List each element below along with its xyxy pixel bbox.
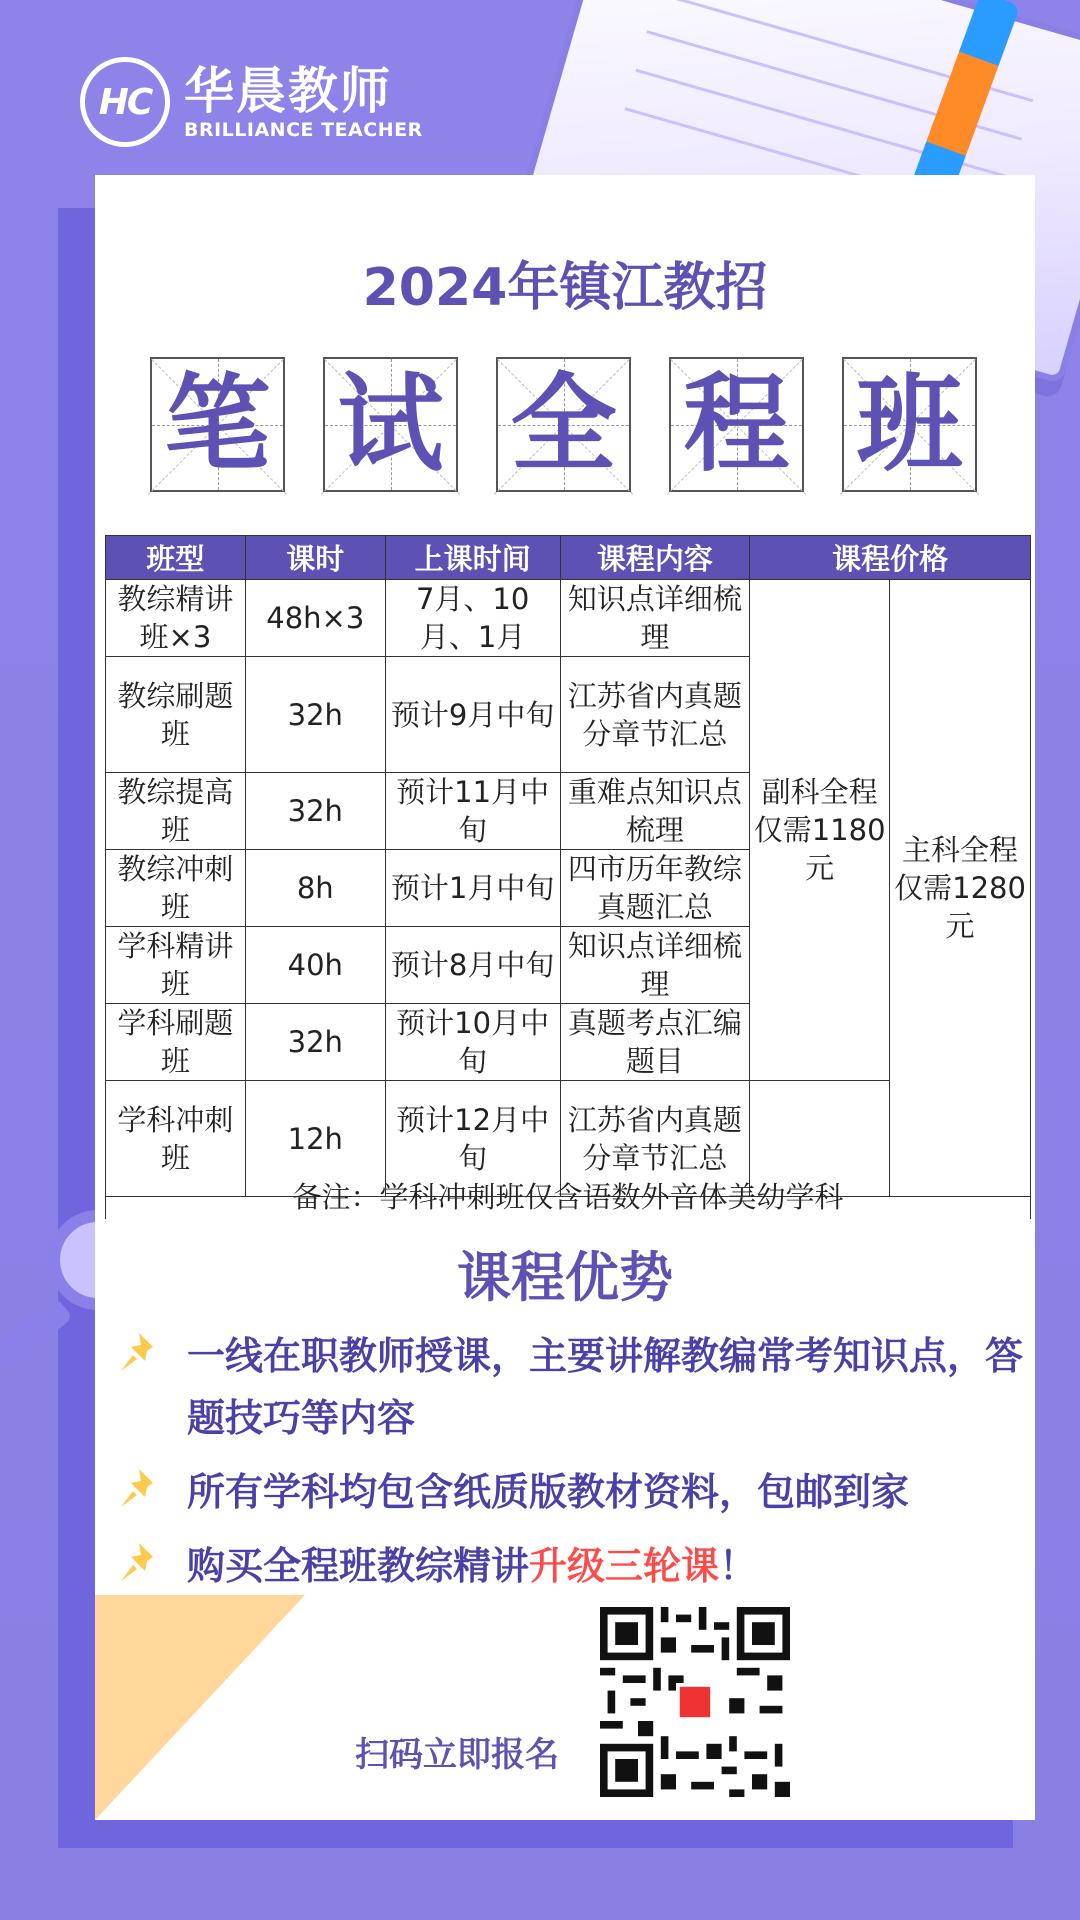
brand-name-cn: 华晨教师 — [184, 62, 392, 120]
cell-type: 教综冲刺班 — [106, 850, 246, 927]
header-cell: 上课时间 — [385, 536, 560, 580]
header-cell: 课程内容 — [560, 536, 750, 580]
cell-hours: 32h — [245, 1004, 385, 1081]
cell-time: 预计8月中旬 — [385, 927, 560, 1004]
cell-hours: 8h — [245, 850, 385, 927]
header-cell: 班型 — [106, 536, 246, 580]
cell-type: 教综刷题班 — [106, 657, 246, 773]
cell-type: 教综精讲班×3 — [106, 580, 246, 657]
char-box — [669, 357, 804, 492]
advantages-list — [115, 1325, 1025, 1609]
cell-content: 四市历年教综真题汇总 — [560, 850, 750, 927]
price-minor: 副科全程仅需1180元 — [750, 580, 890, 1081]
cell-type: 学科冲刺班 — [106, 1081, 246, 1197]
cell-hours: 48h×3 — [245, 580, 385, 657]
advantages-header — [95, 1235, 1035, 1312]
price-major: 主科全程仅需1280元 — [890, 580, 1031, 1197]
list-item — [115, 1325, 1025, 1449]
big-char: 笔 — [164, 362, 271, 486]
cell-content: 知识点详细梳理 — [560, 580, 750, 657]
advantage-text: 一线在职教师授课，主要讲解教编常考知识点，答题技巧等内容 — [187, 1334, 1024, 1440]
qr-code[interactable] — [600, 1607, 790, 1797]
cell-hours: 40h — [245, 927, 385, 1004]
list-item — [115, 1535, 1025, 1597]
list-item — [115, 1461, 1025, 1523]
cell-type: 教综提高班 — [106, 773, 246, 850]
advantage-text-end: ！ — [719, 1544, 758, 1588]
page-title: 2024年镇江教招 — [362, 258, 768, 318]
scan-to-register-label: 扫码立即报名 — [355, 1735, 559, 1775]
big-character-row — [150, 357, 1015, 492]
cell-time: 预计10月中旬 — [385, 1004, 560, 1081]
big-char: 全 — [510, 362, 617, 486]
cell-type: 学科精讲班 — [106, 927, 246, 1004]
course-table — [105, 535, 1031, 1197]
cell-content: 江苏省内真题分章节汇总 — [560, 1081, 750, 1197]
big-char: 班 — [856, 362, 963, 486]
cell-content: 重难点知识点梳理 — [560, 773, 750, 850]
cell-time: 7月、10月、1月 — [385, 580, 560, 657]
cell-content: 知识点详细梳理 — [560, 927, 750, 1004]
cell-time: 预计9月中旬 — [385, 657, 560, 773]
pushpin-icon — [115, 1329, 163, 1377]
char-box — [496, 357, 631, 492]
pushpin-icon — [115, 1465, 163, 1513]
cell-time: 预计12月中旬 — [385, 1081, 560, 1197]
logo-mark-icon: HC — [80, 57, 170, 147]
pushpin-icon — [115, 1539, 163, 1587]
table-header-row — [106, 536, 1031, 580]
header-cell: 课时 — [245, 536, 385, 580]
advantages-title: 课程优势 — [457, 1235, 673, 1312]
cell-hours: 32h — [245, 657, 385, 773]
char-box — [323, 357, 458, 492]
char-box — [150, 357, 285, 492]
header-cell: 课程价格 — [750, 536, 1031, 580]
cell-time: 预计1月中旬 — [385, 850, 560, 927]
poster-card — [95, 175, 1035, 1820]
cell-hours: 32h — [245, 773, 385, 850]
advantage-text — [187, 1535, 757, 1597]
table-note: 备注：学科冲刺班仅含语数外音体美幼学科 — [105, 1175, 1031, 1219]
char-box — [842, 357, 977, 492]
big-char: 程 — [683, 362, 790, 486]
table-row — [106, 580, 1031, 657]
advantage-text-start: 购买全程班教综精讲 — [187, 1544, 530, 1588]
advantage-text: 所有学科均包含纸质版教材资料，包邮到家 — [187, 1470, 910, 1514]
cell-time: 预计11月中旬 — [385, 773, 560, 850]
cell-hours: 12h — [245, 1081, 385, 1197]
brand-logo — [80, 57, 423, 147]
cell-content: 真题考点汇编题目 — [560, 1004, 750, 1081]
brand-name-en: BRILLIANCE TEACHER — [184, 119, 423, 141]
big-char: 试 — [337, 362, 444, 486]
corner-fold-decoration — [95, 1595, 305, 1820]
cell-type: 学科刷题班 — [106, 1004, 246, 1081]
cell-content: 江苏省内真题分章节汇总 — [560, 657, 750, 773]
advantage-highlight: 升级三轮课 — [529, 1544, 720, 1588]
